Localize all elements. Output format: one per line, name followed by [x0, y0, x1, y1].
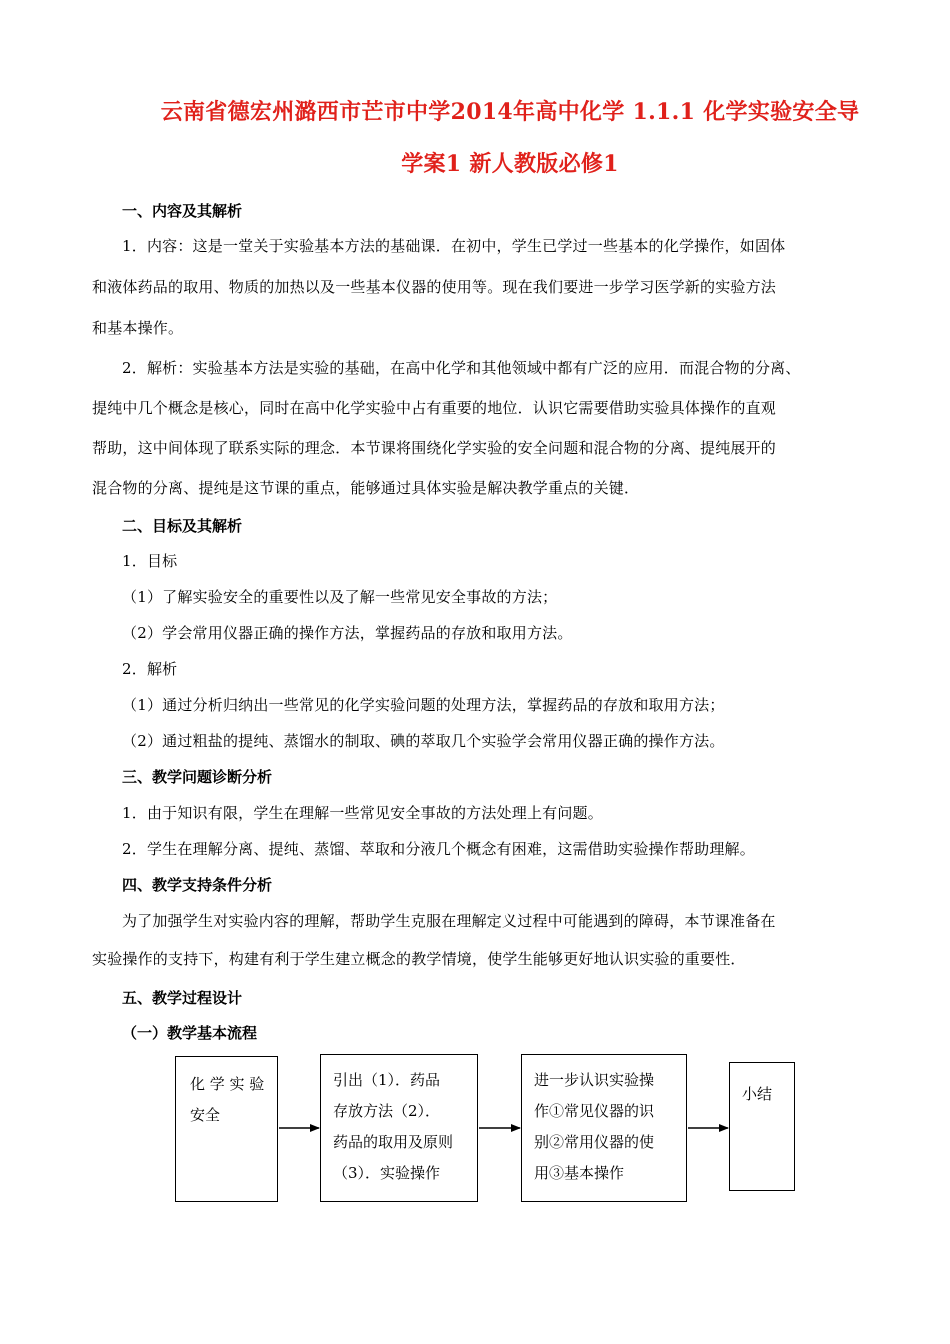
flow-box-reagents-line-4: （3）．实验操作: [333, 1164, 441, 1182]
section-2-heading: 二、目标及其解析: [122, 517, 243, 535]
flow-box-safety-line-2: 安全: [190, 1106, 221, 1124]
flow-box-operations-line-4: 用③基本操作: [534, 1164, 625, 1182]
section-1-p1-line-2: 和液体药品的取用、物质的加热以及一些基本仪器的使用等。现在我们要进一步学习医学新的实验方法: [92, 278, 777, 296]
support-line-2: 实验操作的支持下，构建有利于学生建立概念的教学情境，使学生能够更好地认识实验的重要性．: [92, 950, 746, 968]
flow-box-reagents-line-3: 药品的取用及原则: [333, 1133, 454, 1151]
section-1-p2-line-3: 帮助，这中间体现了联系实际的理念．本节课将围绕化学实验的安全问题和混合物的分离、提纯展开的: [92, 439, 777, 457]
flow-box-operations: [521, 1054, 687, 1202]
goal-label: 1．目标: [122, 552, 178, 570]
analysis-label: 2．解析: [122, 660, 178, 678]
analysis-item-1: （1）通过分析归纳出一些常见的化学实验问题的处理方法，掌握药品的存放和取用方法；: [122, 696, 725, 714]
section-5-subheading: （一）教学基本流程: [122, 1024, 258, 1042]
section-5-heading: 五、教学过程设计: [122, 989, 243, 1007]
section-4-heading: 四、教学支持条件分析: [122, 876, 273, 894]
flow-box-summary: [729, 1062, 795, 1191]
problem-item-2: 2．学生在理解分离、提纯、蒸馏、萃取和分液几个概念有困难，这需借助实验操作帮助理解。: [122, 840, 755, 858]
goal-item-2: （2）学会常用仪器正确的操作方法，掌握药品的存放和取用方法。: [122, 624, 573, 642]
flow-box-reagents-line-2: 存放方法（2）．: [333, 1102, 441, 1120]
flow-box-operations-line-1: 进一步认识实验操: [534, 1071, 655, 1089]
goal-item-1: （1）了解实验安全的重要性以及了解一些常见安全事故的方法；: [122, 588, 558, 606]
section-1-heading: 一、内容及其解析: [122, 202, 243, 220]
document-title-line-1: 云南省德宏州潞西市芒市中学2014年高中化学 1.1.1 化学实验安全导: [160, 99, 860, 125]
flow-box-safety-line-1: 化 学 实 验: [190, 1075, 265, 1093]
section-1-p2-line-1: 2．解析：实验基本方法是实验的基础，在高中化学和其他领域中都有广泛的应用．而混合物的分离、: [122, 359, 801, 377]
document-title-line-2: 学案1 新人教版必修1: [401, 151, 619, 177]
section-1-p2-line-2: 提纯中几个概念是核心，同时在高中化学实验中占有重要的地位．认识它需要借助实验具体操作的直观: [92, 399, 777, 417]
flow-box-safety: [175, 1056, 278, 1202]
section-3-heading: 三、教学问题诊断分析: [122, 768, 273, 786]
section-1-p2-line-4: 混合物的分离、提纯是这节课的重点，能够通过具体实验是解决教学重点的关键．: [92, 479, 640, 497]
flow-box-operations-line-3: 别②常用仪器的使: [534, 1133, 655, 1151]
flow-box-reagents: [320, 1054, 478, 1202]
flow-box-summary-line-1: 小结: [742, 1085, 773, 1103]
section-1-p1-line-3: 和基本操作。: [92, 319, 184, 337]
support-line-1: 为了加强学生对实验内容的理解，帮助学生克服在理解定义过程中可能遇到的障碍，本节课准备在: [122, 912, 776, 930]
flow-box-reagents-line-1: 引出（1）．药品: [333, 1071, 441, 1089]
analysis-item-2: （2）通过粗盐的提纯、蒸馏水的制取、碘的萃取几个实验学会常用仪器正确的操作方法。: [122, 732, 725, 750]
section-1-p1-line-1: 1．内容：这是一堂关于实验基本方法的基础课．在初中，学生已学过一些基本的化学操作，如固体: [122, 237, 786, 255]
problem-item-1: 1．由于知识有限，学生在理解一些常见安全事故的方法处理上有问题。: [122, 804, 603, 822]
flow-box-operations-line-2: 作①常见仪器的识: [534, 1102, 655, 1120]
